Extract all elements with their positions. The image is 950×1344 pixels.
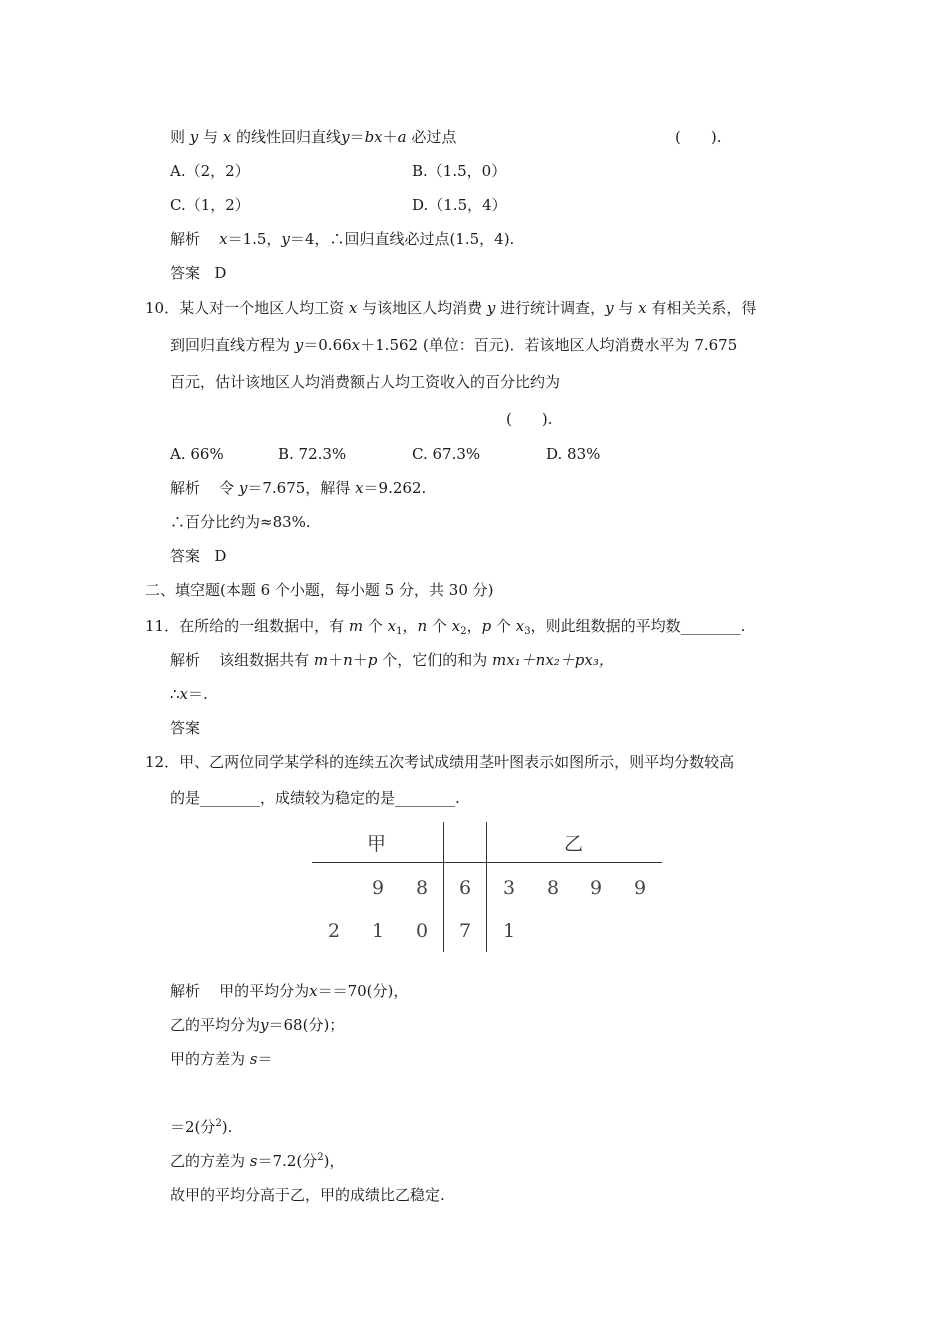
q12-analysis-1: 解析 甲的平均分为x＝＝70(分)，: [170, 982, 409, 1000]
stem-leaf-left-header: 甲: [367, 833, 387, 855]
q9-stem: 则 y 与 x 的线性回归直线y＝bx＋a 必过点: [170, 128, 457, 146]
q10-option-b: B. 72.3%: [278, 445, 347, 463]
q10-therefore: ∴百分比约为≈83%.: [170, 513, 311, 531]
q9-option-b: B.（1.5，0）: [412, 162, 507, 180]
q12-conclusion: 故甲的平均分高于乙，甲的成绩比乙稳定.: [170, 1186, 445, 1204]
stem-leaf-stem: 7: [458, 920, 472, 942]
q9-option-a: A.（2，2）: [170, 162, 250, 180]
q10-analysis: 解析 令 y＝7.675，解得 x＝9.262.: [170, 479, 427, 497]
q9-answer-paren: ( ).: [675, 128, 722, 146]
stem-leaf-right-leaf: 8: [546, 877, 560, 899]
stem-leaf-right-leaf: 3: [502, 877, 516, 899]
q10-line-1: 10．某人对一个地区人均工资 x 与该地区人均消费 y 进行统计调查，y 与 x 有相关关系，得: [145, 299, 757, 317]
section-heading: 二、填空题(本题 6 个小题，每小题 5 分，共 30 分): [145, 581, 494, 599]
stem-leaf-right-leaf: 1: [502, 920, 516, 942]
q10-line-2: 到回归直线方程为 y＝0.66x＋1.562 (单位：百元)．若该地区人均消费水平为 7.675: [170, 336, 738, 354]
q12-line-1: 12．甲、乙两位同学某学科的连续五次考试成绩用茎叶图表示如图所示，则平均分数较高: [145, 753, 735, 771]
stem-leaf-right-header: 乙: [564, 833, 584, 855]
stem-leaf-left-leaf: 8: [415, 877, 429, 899]
q10-line-3: 百元，估计该地区人均消费额占人均工资收入的百分比约为: [170, 373, 561, 391]
q10-answer-paren: ( ).: [506, 410, 553, 428]
q9-analysis: 解析 x＝1.5，y＝4，∴回归直线必过点(1.5，4).: [170, 230, 515, 248]
q10-option-d: D. 83%: [546, 445, 601, 463]
stem-leaf-left-leaf: 0: [415, 920, 429, 942]
q12-analysis-4: ＝2(分$^2$).: [170, 1118, 233, 1136]
q10-option-a: A. 66%: [170, 445, 224, 463]
q9-option-c: C.（1，2）: [170, 196, 250, 214]
q11-therefore: ∴x＝.: [170, 685, 208, 703]
q11-analysis: 解析 该组数据共有 m＋n＋p 个，它们的和为 mx₁＋nx₂＋px₃，: [170, 651, 614, 669]
q12-analysis-3: 甲的方差为 s＝: [170, 1050, 273, 1068]
stem-leaf-plot: [312, 822, 662, 952]
q9-option-d: D.（1.5，4）: [412, 196, 507, 214]
stem-leaf-stem: 6: [458, 877, 472, 899]
stem-leaf-left-divider: [443, 822, 444, 952]
q10-answer: 答案 D: [170, 547, 227, 565]
stem-leaf-header-rule: [312, 862, 662, 863]
q11-answer: 答案: [170, 719, 201, 737]
stem-leaf-right-leaf: 9: [589, 877, 603, 899]
stem-leaf-right-leaf: 9: [633, 877, 647, 899]
stem-leaf-left-leaf: 9: [371, 877, 385, 899]
q9-answer: 答案 D: [170, 264, 227, 282]
stem-leaf-left-leaf: 2: [327, 920, 341, 942]
q12-line-2: 的是________，成绩较为稳定的是________.: [170, 789, 460, 807]
q11-stem: 11．在所给的一组数据中，有 m 个 $x_1$，n 个 $x_2$，p 个 $x_3$，则此组数据的平均数________.: [145, 617, 746, 637]
q12-analysis-2: 乙的平均分为y＝68(分)；: [170, 1016, 345, 1034]
q10-option-c: C. 67.3%: [412, 445, 481, 463]
stem-leaf-right-divider: [486, 822, 487, 952]
q12-analysis-5: 乙的方差为 s＝7.2(分$^2$)，: [170, 1152, 345, 1170]
stem-leaf-left-leaf: 1: [371, 920, 385, 942]
